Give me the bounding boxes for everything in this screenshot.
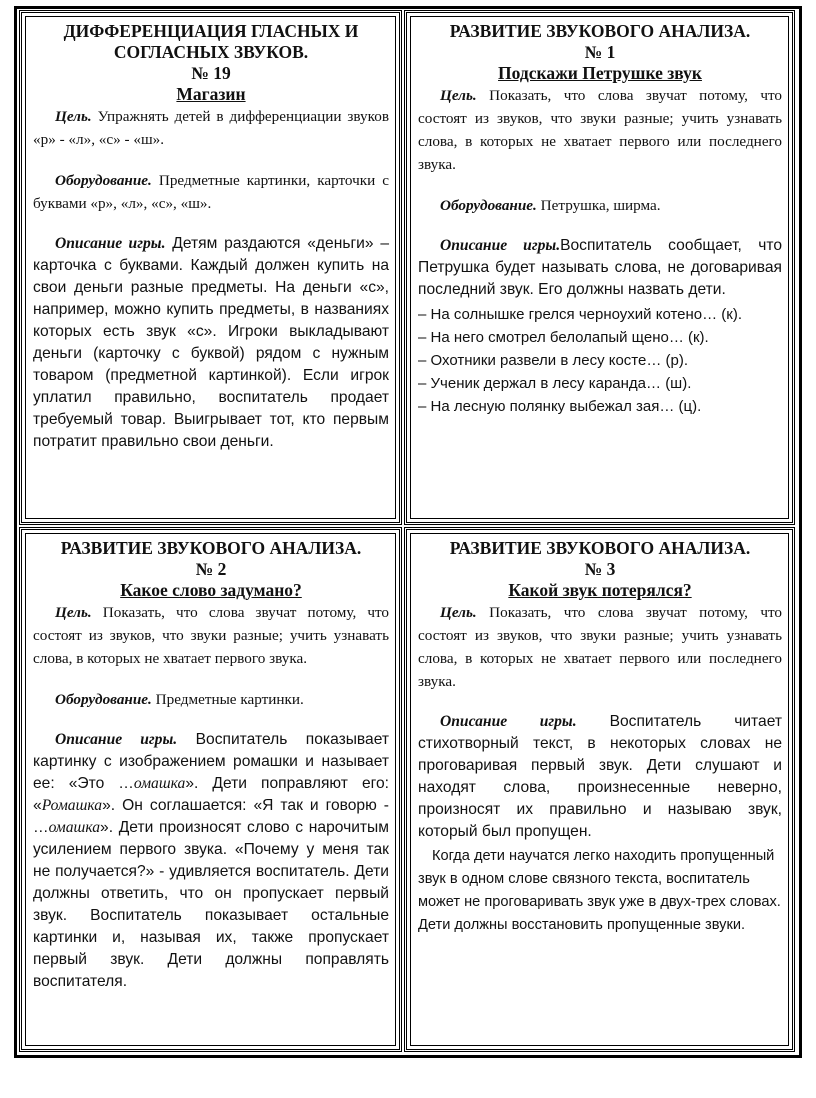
goal-paragraph bbox=[33, 601, 389, 670]
description-text: Воспитатель читает стихотворный текст, в некоторых словах не проговаривая первый звук. Дети слушают и находят слова, произнесенные неверно, произносят их правильно и называю звук, который был пропущен. bbox=[418, 713, 782, 840]
card-title bbox=[33, 21, 389, 105]
goal-paragraph bbox=[33, 105, 389, 151]
example-list bbox=[418, 303, 782, 418]
game-name: Подскажи Петрушке звук bbox=[498, 63, 702, 83]
description-italic: омашка bbox=[48, 819, 101, 836]
description-label: Описание игры. bbox=[55, 235, 166, 252]
description-label: Описание игры. bbox=[55, 731, 178, 748]
card-number: № 2 bbox=[195, 559, 227, 579]
goal-text: Упражнять детей в дифференциации звуков «р» - «л», «с» - «ш». bbox=[33, 108, 389, 148]
list-item: – Охотники развели в лесу косте… (р). bbox=[418, 349, 782, 372]
list-item: – Ученик держал в лесу каранда… (ш). bbox=[418, 372, 782, 395]
equipment-label: Оборудование. bbox=[55, 172, 152, 189]
title-line: РАЗВИТИЕ ЗВУКОВОГО АНАЛИЗА. bbox=[449, 21, 751, 41]
game-name: Какой звук потерялся? bbox=[508, 580, 692, 600]
equipment-paragraph bbox=[33, 688, 389, 711]
description-text: ». Дети произносят слово с нарочитым усилением первого звука. «Почему у меня так не получается?» - удивляется воспитатель. Дети должны ответить, что он пропускает первый звук. Воспитатель показывает остальные картинки и, называя их, также пропускает первый звук. Дети должны поправлять воспитателя. bbox=[33, 819, 389, 990]
card-number: № 1 bbox=[584, 42, 616, 62]
game-name: Какое слово задумано? bbox=[120, 580, 302, 600]
card-title bbox=[33, 538, 389, 601]
list-item: – На лесную полянку выбежал зая… (ц). bbox=[418, 395, 782, 418]
equipment-paragraph bbox=[418, 194, 782, 217]
goal-text: Показать, что слова звучат потому, что состоят из звуков, что звуки разные; учить узнавать слова, в которых не хватает первого звука. bbox=[33, 604, 389, 667]
goal-label: Цель. bbox=[440, 604, 477, 621]
description-italic: омашка bbox=[133, 775, 186, 792]
card-number: № 3 bbox=[584, 559, 616, 579]
description-label: Описание игры. bbox=[440, 237, 561, 254]
card-title bbox=[418, 21, 782, 84]
game-card-sound-analysis-3 bbox=[404, 527, 795, 1052]
equipment-text: Предметные картинки. bbox=[151, 691, 304, 708]
equipment-text: Предметные картинки, карточки с буквами «р», «л», «с», «ш». bbox=[33, 172, 389, 212]
goal-label: Цель. bbox=[55, 604, 92, 621]
title-line: РАЗВИТИЕ ЗВУКОВОГО АНАЛИЗА. bbox=[60, 538, 362, 558]
goal-paragraph bbox=[418, 601, 782, 693]
card-title bbox=[418, 538, 782, 601]
list-item: – На него смотрел белолапый щено… (к). bbox=[418, 326, 782, 349]
description-italic: Ромашка bbox=[41, 797, 103, 814]
card-number: № 19 bbox=[191, 63, 231, 83]
description-paragraph bbox=[33, 233, 389, 453]
description-paragraph bbox=[418, 711, 782, 843]
goal-text: Показать, что слова звучат потому, что состоят из звуков, что звуки разные; учить узнавать слова, в которых не хватает первого или последнего звука. bbox=[418, 87, 782, 173]
description-text: Воспитатель сообщает, что Петрушка будет называть слова, не договаривая последний звук. Его должны назвать дети. bbox=[418, 237, 782, 298]
game-name: Магазин bbox=[176, 84, 246, 104]
goal-label: Цель. bbox=[440, 87, 477, 104]
game-card-sound-analysis-1 bbox=[404, 10, 795, 525]
description-label: Описание игры. bbox=[440, 713, 577, 730]
description-text: Детям раздаются «деньги» – карточка с буквами. Каждый должен купить на свои деньги разные предметы. На деньги «с», например, можно купить предметы, в названиях которых есть звук «с». Игроки выкладывают деньги (карточку с буквой) рядом с нужным товаром (предметной картинкой). Если игрок уплатил правильно, воспитатель продает требуемый товар. Выигрывает тот, кто первым потратит правильно свои деньги. bbox=[33, 235, 389, 450]
description-text: ». Он соглашается: «Я так и говорю - … bbox=[33, 797, 389, 836]
title-line: ДИФФЕРЕНЦИАЦИЯ ГЛАСНЫХ И bbox=[63, 21, 359, 41]
list-item: – На солнышке грелся черноухий котено… (к). bbox=[418, 303, 782, 326]
description-paragraph bbox=[418, 235, 782, 301]
note-paragraph: Когда дети научатся легко находить пропущенный звук в одном слове связного текста, воспитатель может не проговаривать звук уже в двух-трех словах. Дети должны восстановить пропущенные звуки. bbox=[418, 848, 781, 933]
game-card-differentiation-19 bbox=[19, 10, 402, 525]
equipment-paragraph bbox=[33, 169, 389, 215]
title-line: СОГЛАСНЫХ ЗВУКОВ. bbox=[113, 42, 309, 62]
game-card-sound-analysis-2 bbox=[19, 527, 402, 1052]
description-text: Воспитатель показывает картинку с изображением ромашки и называет ее: «Это … bbox=[33, 731, 390, 792]
equipment-label: Оборудование. bbox=[440, 197, 537, 214]
equipment-text: Петрушка, ширма. bbox=[536, 197, 661, 214]
goal-text: Показать, что слова звучат потому, что состоят из звуков, что звуки разные; учить узнавать слова, в которых не хватает первого или последнего звука. bbox=[418, 604, 782, 690]
equipment-label: Оборудование. bbox=[55, 691, 152, 708]
goal-paragraph bbox=[418, 84, 782, 176]
goal-label: Цель. bbox=[55, 108, 92, 125]
description-paragraph bbox=[33, 729, 389, 993]
description-text: ». Дети поправляют его: « bbox=[33, 775, 389, 814]
title-line: РАЗВИТИЕ ЗВУКОВОГО АНАЛИЗА. bbox=[449, 538, 751, 558]
